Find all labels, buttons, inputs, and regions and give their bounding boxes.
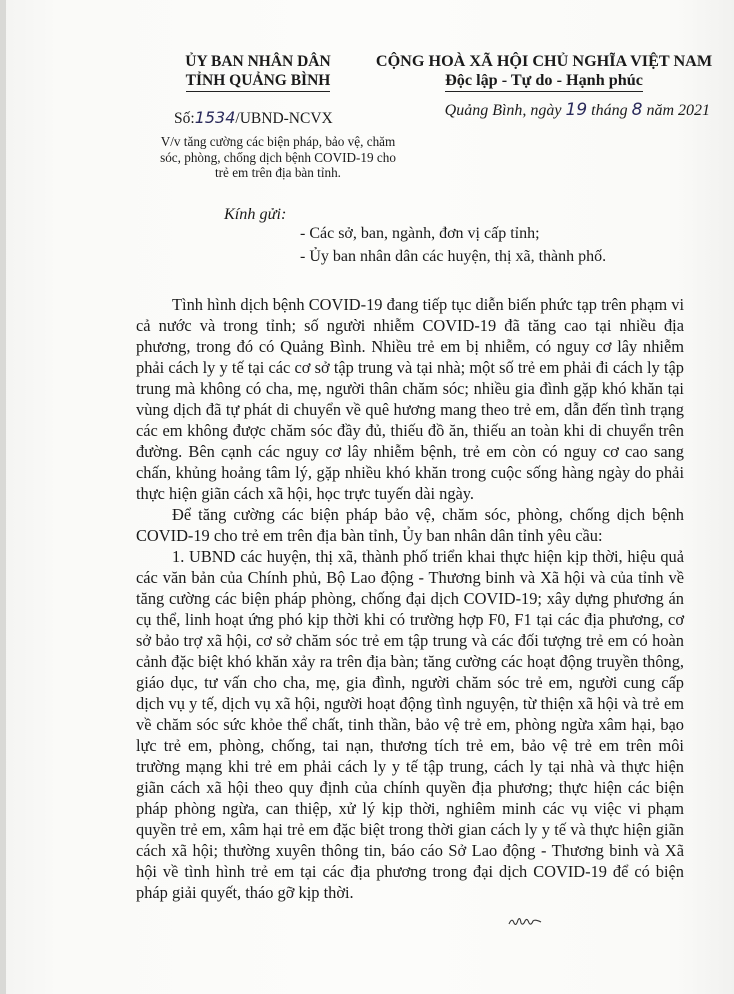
handwritten-doc-number: 1534	[194, 108, 236, 127]
org-line-2: TỈNH QUẢNG BÌNH	[186, 71, 331, 92]
recipient-item: - Các sở, ban, ngành, đơn vị cấp tỉnh;	[300, 225, 540, 242]
doc-number-suffix: /UBND-NCVX	[235, 110, 333, 127]
place-date-prefix: Quảng Bình, ngày	[444, 102, 562, 119]
org-line-1: ỦY BAN NHÂN DÂN	[185, 53, 331, 70]
document-body	[136, 294, 684, 903]
body-paragraph: 1. UBND các huyện, thị xã, thành phố triển khai thực hiện kịp thời, hiệu quả các văn bản của Chính phủ, Bộ Lao động - Thương binh và Xã hội và của tỉnh về tăng cường các biện pháp phòng, chống đại dịch COVID-19; xây dựng phương án cụ thể, linh hoạt ứng phó kịp thời khi có trường hợp F0, F1 tại các địa phương, cơ sở bảo trợ xã hội, cơ sở chăm sóc trẻ em tập trung và các đối tượng trẻ em có hoàn cảnh đặc biệt khó khăn xảy ra trên địa bàn; tăng cường các hoạt động truyền thông, giáo dục, tư vấn cho cha, mẹ, gia đình, người chăm sóc trẻ em, người cung cấp dịch vụ y tế, dịch vụ xã hội, người hoạt động tình nguyện, từ thiện xã hội và trẻ em về chăm sóc sức khỏe thể chất, tinh thần, bảo vệ trẻ em, phòng ngừa xâm hại, bạo lực trẻ em, phòng, chống, tai nạn, thương tích trẻ em, bảo vệ trẻ em trên môi trường mạng khi trẻ em phải cách ly y tế tập trung, cách ly tại nhà và thực hiện giãn cách xã hội theo quy định của chính quyền địa phương; thực hiện các biện pháp phòng ngừa, can thiệp, xử lý kịp thời, nghiêm minh các vụ việc vi phạm quyền trẻ em, xâm hại trẻ em đặc biệt trong thời gian cách ly y tế và thực hiện giãn cách xã hội; thường xuyên thông tin, báo cáo Sở Lao động - Thương binh và Xã hội về tình hình trẻ em tại các địa phương trong đại dịch COVID-19 để có biện pháp giải quyết, tháo gỡ kịp thời.	[136, 547, 684, 902]
recipient-list	[300, 222, 606, 268]
document-subject: V/v tăng cường các biện pháp, bảo vệ, chăm sóc, phòng, chống dịch bệnh COVID-19 cho trẻ em trên địa bàn tỉnh.	[160, 134, 396, 180]
page-fold-shadow	[0, 0, 6, 994]
month-label: tháng	[591, 102, 628, 119]
doc-number-prefix: Số:	[174, 110, 195, 127]
recipient-item: - Ủy ban nhân dân các huyện, thị xã, thành phố.	[300, 248, 607, 265]
handwritten-month: 8	[631, 100, 643, 120]
initials-signature	[508, 914, 542, 931]
body-paragraph: Để tăng cường các biện pháp bảo vệ, chăm sóc, phòng, chống dịch bệnh COVID-19 cho trẻ em trên địa bàn tỉnh, Ủy ban nhân dân tỉnh yêu cầu:	[136, 505, 684, 545]
addressee-label: Kính gửi:	[224, 205, 287, 223]
initials-scribble-icon	[508, 914, 542, 928]
document-number	[174, 108, 333, 128]
year-label: năm 2021	[646, 102, 710, 119]
place-and-date	[400, 100, 710, 120]
body-paragraph: Tình hình dịch bệnh COVID-19 đang tiếp tục diễn biến phức tạp trên phạm vi cả nước và trong tỉnh; số người nhiễm COVID-19 đã tăng cao tại nhiều địa phương, trong đó có Quảng Bình. Nhiều trẻ em bị nhiễm, có nguy cơ lây nhiễm phải cách ly y tế tại các cơ sở tập trung và tại nhà; một số trẻ em phải đi cách ly tập trung mà không có cha, mẹ, người thân chăm sóc; nhiều gia đình gặp khó khăn tại vùng dịch đã tự phát di chuyển về quê hương mang theo trẻ em, dẫn đến tình trạng các em không được chăm sóc đầy đủ, thiếu đồ ăn, thiếu an toàn khi di chuyển trên đường. Bên cạnh các nguy cơ lây nhiễm bệnh, trẻ em còn có nguy cơ cao sang chấn, khủng hoảng tâm lý, gặp nhiều khó khăn trong cuộc sống hàng ngày do phải thực hiện giãn cách xã hội, học trực tuyến dài ngày.	[136, 295, 684, 503]
issuing-authority	[148, 52, 368, 92]
handwritten-day: 19	[565, 100, 588, 120]
nation-name: CỘNG HOÀ XÃ HỘI CHỦ NGHĨA VIỆT NAM	[375, 52, 713, 70]
national-motto: Độc lập - Tự do - Hạnh phúc	[445, 71, 643, 92]
national-heading	[368, 52, 720, 92]
